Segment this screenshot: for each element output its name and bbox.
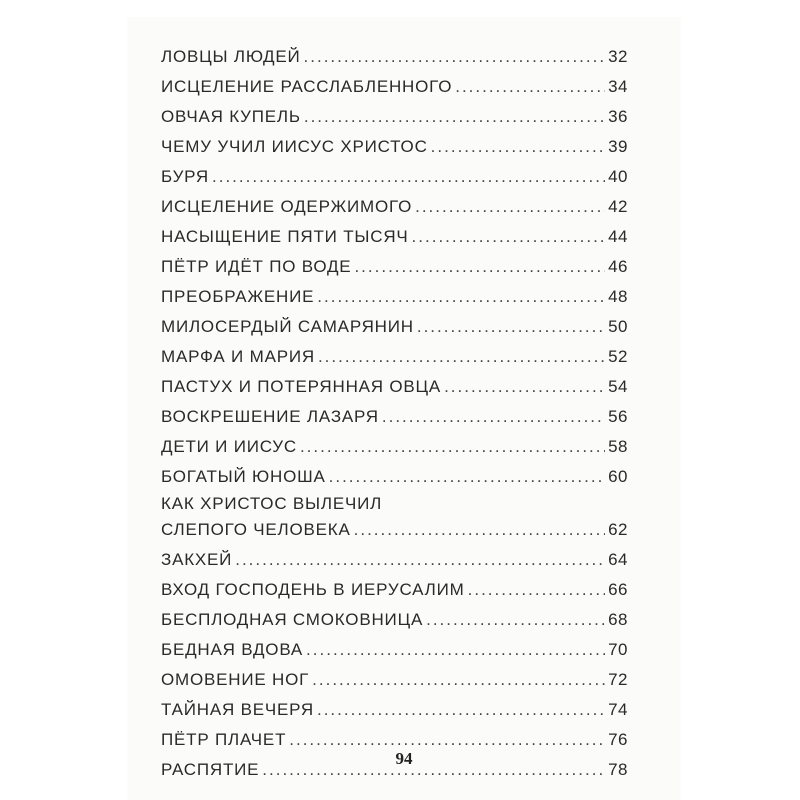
toc-entry-page: 58 (608, 437, 628, 456)
toc-entry (161, 72, 628, 102)
dot-leader (329, 462, 605, 492)
toc-entry (161, 252, 628, 282)
toc-entry-page: 66 (608, 580, 628, 599)
dot-leader (306, 635, 605, 665)
toc-entry (161, 575, 628, 605)
toc-entry (161, 665, 628, 695)
dot-leader (312, 665, 605, 695)
dot-leader (444, 372, 605, 402)
toc-entry-page: 50 (608, 317, 628, 336)
dot-leader (304, 102, 605, 132)
toc-entry (161, 102, 628, 132)
toc-entry-title: ТАЙНАЯ ВЕЧЕРЯ (161, 700, 314, 719)
toc-entry-title: БУРЯ (161, 167, 210, 186)
toc-entry-title: МАРФА И МАРИЯ (161, 347, 315, 366)
dot-leader (318, 342, 605, 372)
toc-entry-title: ПРЕОБРАЖЕНИЕ (161, 287, 315, 306)
toc-entry-page: 54 (608, 377, 628, 396)
toc-entry-title: ДЕТИ И ИИСУС (161, 437, 297, 456)
toc-entry (161, 605, 628, 635)
toc-entry (161, 402, 628, 432)
page-number: 94 (395, 749, 413, 768)
toc-entry-page: 44 (608, 227, 628, 246)
toc-entry-page: 68 (608, 610, 628, 629)
toc-entry-page: 76 (608, 730, 628, 749)
toc-entry (161, 545, 628, 575)
toc-entry-title: РАСПЯТИЕ (161, 760, 260, 779)
toc-entry (161, 222, 628, 252)
toc-entry (161, 312, 628, 342)
dot-leader (235, 545, 605, 575)
dot-leader (354, 515, 605, 545)
toc-entry (161, 342, 628, 372)
dot-leader (468, 575, 605, 605)
toc-entry (161, 192, 628, 222)
dot-leader (455, 72, 605, 102)
toc-entry-title-line2: СЛЕПОГО ЧЕЛОВЕКА (161, 520, 351, 539)
toc-entry-title: ИСЦЕЛЕНИЕ РАССЛАБЛЕННОГО (161, 77, 453, 96)
toc-entry-title: ПАСТУХ И ПОТЕРЯННАЯ ОВЦА (161, 377, 442, 396)
dot-leader (317, 282, 605, 312)
dot-leader (354, 252, 605, 282)
toc-entry (161, 42, 628, 72)
toc-entry (161, 695, 628, 725)
toc-entry-title: БЕСПЛОДНАЯ СМОКОВНИЦА (161, 610, 424, 629)
dot-leader (431, 132, 605, 162)
dot-leader (382, 402, 605, 432)
dot-leader (300, 432, 605, 462)
toc-entry-title: ВХОД ГОСПОДЕНЬ В ИЕРУСАЛИМ (161, 580, 465, 599)
dot-leader (317, 695, 605, 725)
toc-entry-page: 48 (608, 287, 628, 306)
toc-entry-title: ВОСКРЕШЕНИЕ ЛАЗАРЯ (161, 407, 379, 426)
dot-leader (415, 192, 605, 222)
dot-leader (412, 222, 606, 252)
toc-entry (161, 282, 628, 312)
toc-entry-page: 62 (608, 520, 628, 539)
toc-entry-page: 42 (608, 197, 628, 216)
toc-entry-page: 34 (608, 77, 628, 96)
toc-entry (161, 492, 628, 545)
toc-entry (161, 372, 628, 402)
toc-entry-page: 78 (608, 760, 628, 779)
dot-leader (417, 312, 605, 342)
toc-entry (161, 132, 628, 162)
toc-entry-title: НАСЫЩЕНИЕ ПЯТИ ТЫСЯЧ (161, 227, 409, 246)
toc-entry-title: МИЛОСЕРДЫЙ САМАРЯНИН (161, 317, 414, 336)
table-of-contents (161, 42, 628, 785)
toc-entry (161, 635, 628, 665)
toc-entry-page: 74 (608, 700, 628, 719)
toc-entry-page: 36 (608, 107, 628, 126)
toc-entry-title: ЛОВЦЫ ЛЮДЕЙ (161, 47, 301, 66)
toc-entry-page: 70 (608, 640, 628, 659)
book-page (128, 18, 680, 800)
toc-entry (161, 462, 628, 492)
toc-entry-page: 72 (608, 670, 628, 689)
toc-entry-title: ЗАКХЕЙ (161, 550, 233, 569)
toc-entry (161, 162, 628, 192)
toc-entry-page: 32 (608, 47, 628, 66)
toc-entry-page: 56 (608, 407, 628, 426)
dot-leader (304, 42, 606, 72)
toc-entry-page: 46 (608, 257, 628, 276)
toc-entry-title: ОМОВЕНИЕ НОГ (161, 670, 310, 689)
dot-leader (426, 605, 605, 635)
toc-entry-title: ИСЦЕЛЕНИЕ ОДЕРЖИМОГО (161, 197, 413, 216)
toc-entry-title: БЕДНАЯ ВДОВА (161, 640, 304, 659)
toc-entry-title: ЧЕМУ УЧИЛ ИИСУС ХРИСТОС (161, 137, 428, 156)
toc-entry-page: 64 (608, 550, 628, 569)
toc-entry-title: ПЁТР ИДЁТ ПО ВОДЕ (161, 257, 352, 276)
toc-entry-page: 52 (608, 347, 628, 366)
toc-entry-title: ОВЧАЯ КУПЕЛЬ (161, 107, 301, 126)
toc-entry (161, 432, 628, 462)
toc-entry-title: БОГАТЫЙ ЮНОША (161, 467, 326, 486)
dot-leader (212, 162, 605, 192)
toc-entry-page: 39 (608, 137, 628, 156)
toc-entry-title-line1: КАК ХРИСТОС ВЫЛЕЧИЛ (161, 494, 383, 513)
toc-entry-page: 60 (608, 467, 628, 486)
toc-entry-title: ПЁТР ПЛАЧЕТ (161, 730, 287, 749)
toc-entry-page: 40 (608, 167, 628, 186)
